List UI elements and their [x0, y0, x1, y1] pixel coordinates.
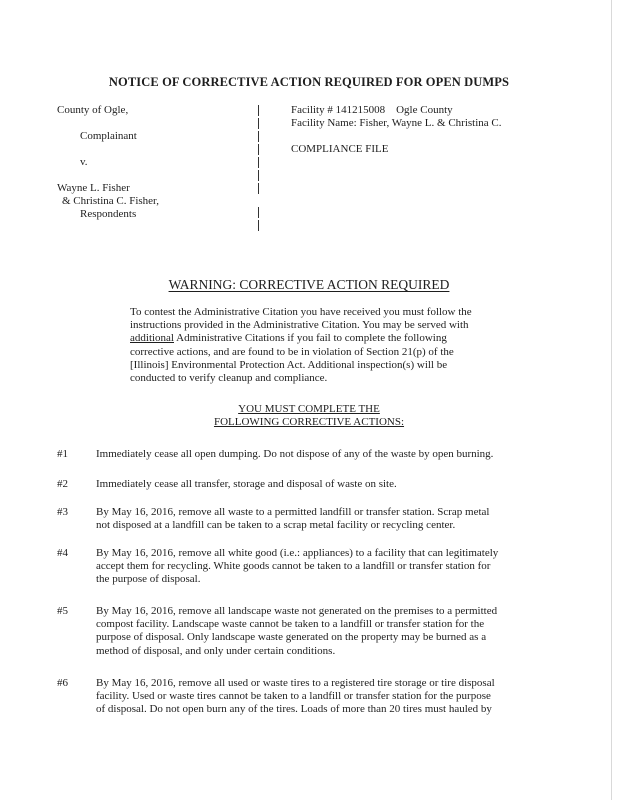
- respondent-name-2: & Christina C. Fisher,: [62, 195, 160, 207]
- action-text-line: method of disposal, and only under certain conditions.: [96, 644, 336, 657]
- action-text-line: Immediately cease all transfer, storage and disposal of waste on site.: [96, 478, 397, 490]
- action-number: #5: [57, 605, 68, 617]
- action-text-line: Immediately cease all open dumping. Do not dispose of any of the waste by open burning.: [96, 448, 494, 460]
- page-edge-divider: [611, 0, 612, 800]
- action-text-line: By May 16, 2016, remove all white good (i.e.: appliances) to a facility that can legitimately: [96, 547, 499, 559]
- action-text: [96, 547, 556, 587]
- compliance-file-label: COMPLIANCE FILE: [291, 143, 389, 155]
- case-caption-left: [57, 104, 247, 221]
- action-text-line: facility. Used or waste tires cannot be taken to a landfill or transfer station for the purpose: [96, 690, 491, 703]
- action-text: [96, 605, 556, 658]
- action-text-line: By May 16, 2016, remove all used or waste tires to a registered tire storage or tire disposal: [96, 677, 495, 689]
- action-text: [96, 677, 556, 717]
- warning-heading: WARNING: CORRECTIVE ACTION REQUIRED: [168, 277, 450, 292]
- action-number: #4: [57, 547, 68, 559]
- action-text-line: accept them for recycling. White goods cannot be taken to a landfill or transfer station for: [96, 560, 491, 573]
- document-title: NOTICE OF CORRECTIVE ACTION REQUIRED FOR OPEN DUMPS: [108, 75, 510, 89]
- action-text-line: not disposed at a landfill can be taken to a scrap metal facility or recycling center.: [96, 519, 456, 532]
- complainant-label: Complainant: [80, 130, 137, 142]
- action-number: #3: [57, 506, 68, 518]
- respondent-name-1: Wayne L. Fisher: [57, 182, 130, 194]
- action-text-line: compost facility. Landscape waste cannot be taken to a landfill or transfer station for the: [96, 618, 485, 631]
- action-text: [96, 506, 556, 532]
- facility-number: Facility # 141215008 Ogle County: [291, 104, 453, 116]
- action-number: #1: [57, 448, 68, 460]
- action-text-line: the purpose of disposal.: [96, 573, 201, 586]
- action-text-line: By May 16, 2016, remove all landscape waste not generated on the premises to a permitted: [96, 605, 498, 617]
- corrective-actions-heading: YOU MUST COMPLETE THE FOLLOWING CORRECTIVE ACTIONS:: [213, 403, 405, 428]
- respondents-label: Respondents: [80, 208, 137, 220]
- action-number: #6: [57, 677, 68, 689]
- case-caption-right: [291, 104, 591, 156]
- facility-name: Facility Name: Fisher, Wayne L. & Christina C.: [291, 117, 502, 129]
- versus-label: v.: [80, 156, 88, 168]
- action-text-line: By May 16, 2016, remove all waste to a permitted landfill or transfer station. Scrap metal: [96, 506, 490, 518]
- county-name: County of Ogle,: [57, 104, 129, 116]
- intro-paragraph: To contest the Administrative Citation you have received you must follow the instructions provided in the Administrative Citation. You may be served with additional Administrative Citations if you fail to complete the following corrective actions, and are found to be in violation of Section 21(p) of the [Illinois] Environmental Protection Act. Additional inspection(s) will be conducted to verify cleanup and compliance.: [130, 306, 472, 385]
- action-text: [96, 448, 556, 461]
- action-text-line: of disposal. Do not open burn any of the tires. Loads of more than 20 tires must hauled by: [96, 703, 492, 716]
- action-text: [96, 478, 556, 491]
- action-number: #2: [57, 478, 68, 490]
- action-text-line: purpose of disposal. Only landscape waste generated on the property may be burned as a: [96, 631, 487, 644]
